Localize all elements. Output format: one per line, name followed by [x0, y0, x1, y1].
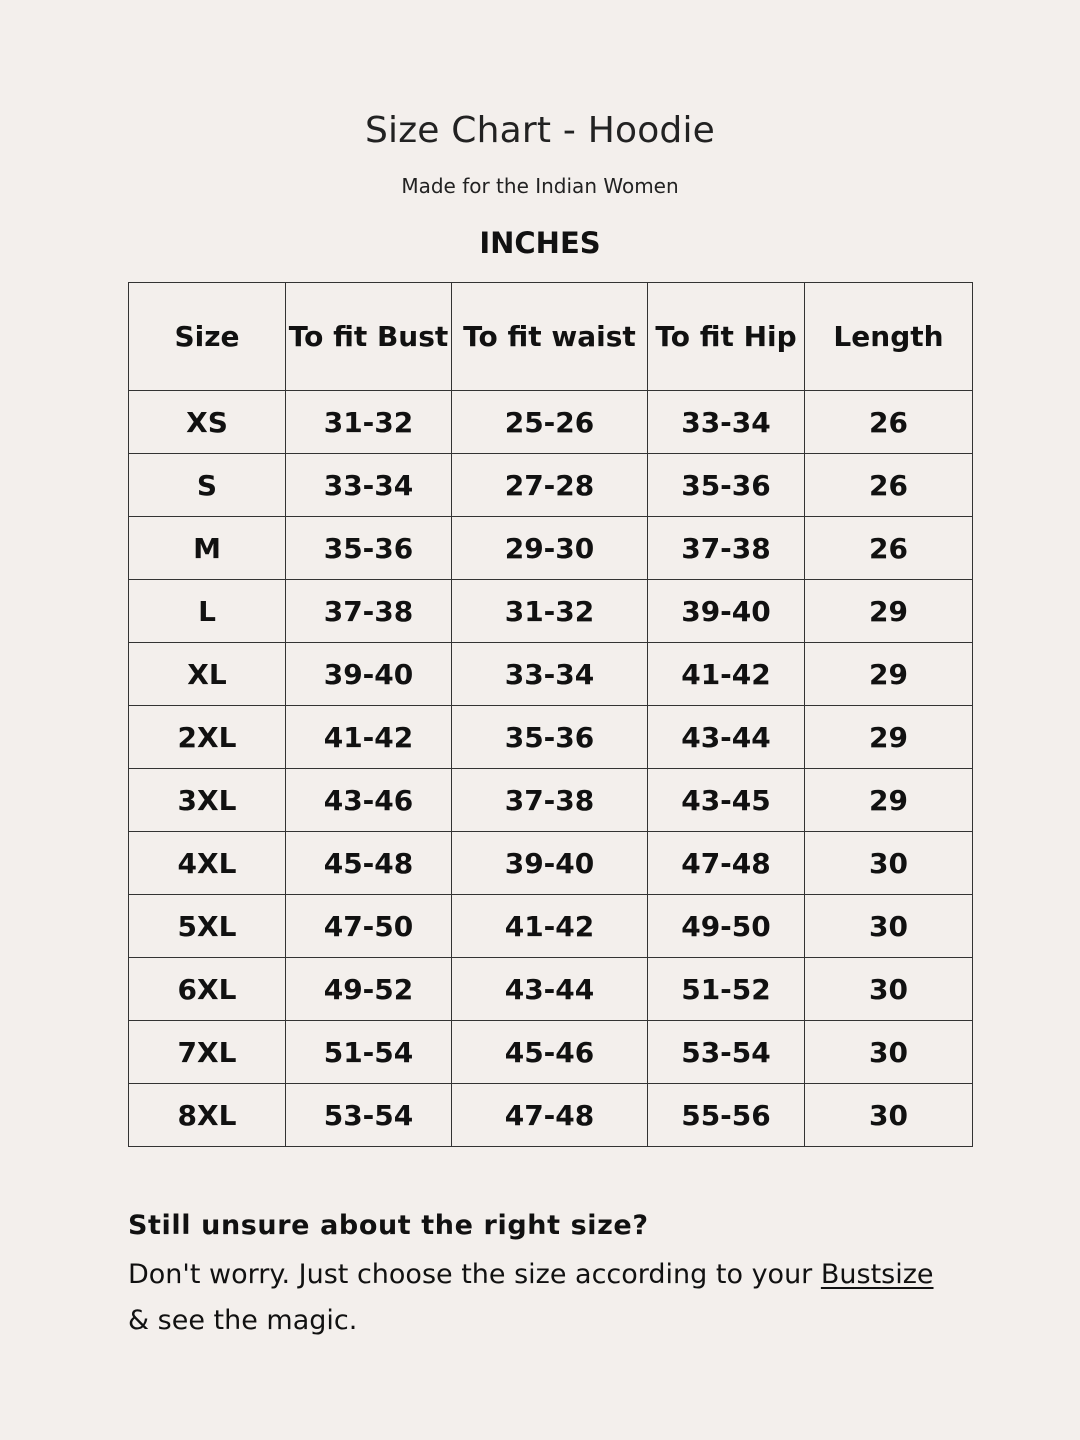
- table-cell: 29: [805, 769, 973, 832]
- table-row: [129, 769, 973, 832]
- footer-text-before: Don't worry. Just choose the size according to your: [128, 1259, 821, 1290]
- table-cell: 30: [805, 958, 973, 1021]
- table-row: [129, 832, 973, 895]
- table-cell: 47-50: [286, 895, 452, 958]
- table-cell: 8XL: [129, 1084, 286, 1147]
- table-cell: 47-48: [452, 1084, 648, 1147]
- table-cell: 30: [805, 895, 973, 958]
- table-row: [129, 643, 973, 706]
- table-cell: 33-34: [452, 643, 648, 706]
- table-cell: 7XL: [129, 1021, 286, 1084]
- table-row: [129, 1084, 973, 1147]
- table-cell: 39-40: [286, 643, 452, 706]
- table-cell: 35-36: [452, 706, 648, 769]
- column-header: To fit Hip: [648, 283, 805, 391]
- table-cell: 26: [805, 454, 973, 517]
- table-cell: 29: [805, 580, 973, 643]
- table-cell: 31-32: [452, 580, 648, 643]
- table-row: [129, 706, 973, 769]
- table-body: [129, 391, 973, 1147]
- table-cell: 43-46: [286, 769, 452, 832]
- column-header: To fit Bust: [286, 283, 452, 391]
- table-cell: L: [129, 580, 286, 643]
- table-row: [129, 1021, 973, 1084]
- table-cell: 30: [805, 832, 973, 895]
- table-cell: 30: [805, 1084, 973, 1147]
- table-cell: 53-54: [648, 1021, 805, 1084]
- table-cell: 26: [805, 517, 973, 580]
- table-cell: 3XL: [129, 769, 286, 832]
- table-cell: 37-38: [452, 769, 648, 832]
- table-cell: XL: [129, 643, 286, 706]
- table-cell: 41-42: [286, 706, 452, 769]
- table-cell: 33-34: [286, 454, 452, 517]
- unit-label: INCHES: [479, 226, 601, 260]
- table-cell: 29: [805, 643, 973, 706]
- table-row: [129, 958, 973, 1021]
- table-cell: 33-34: [648, 391, 805, 454]
- table-header-row: [129, 283, 973, 391]
- column-header: Length: [805, 283, 973, 391]
- table-cell: 26: [805, 391, 973, 454]
- table-cell: 55-56: [648, 1084, 805, 1147]
- size-chart-table: [128, 282, 973, 1147]
- table-cell: 30: [805, 1021, 973, 1084]
- table-row: [129, 517, 973, 580]
- table-cell: 29: [805, 706, 973, 769]
- table-cell: 45-48: [286, 832, 452, 895]
- table-cell: 47-48: [648, 832, 805, 895]
- table-row: [129, 391, 973, 454]
- table-cell: 39-40: [452, 832, 648, 895]
- table-row: [129, 580, 973, 643]
- table-cell: 2XL: [129, 706, 286, 769]
- table-cell: S: [129, 454, 286, 517]
- table-cell: 35-36: [286, 517, 452, 580]
- table-cell: 53-54: [286, 1084, 452, 1147]
- table-cell: 41-42: [452, 895, 648, 958]
- footer-text: [128, 1252, 958, 1344]
- footer-text-after: & see the magic.: [128, 1305, 358, 1336]
- table-cell: 45-46: [452, 1021, 648, 1084]
- table-cell: 39-40: [648, 580, 805, 643]
- table-cell: 5XL: [129, 895, 286, 958]
- page-title: Size Chart - Hoodie: [364, 110, 716, 151]
- table-cell: 35-36: [648, 454, 805, 517]
- table-cell: 49-50: [648, 895, 805, 958]
- table-row: [129, 895, 973, 958]
- table-cell: 27-28: [452, 454, 648, 517]
- table-cell: 49-52: [286, 958, 452, 1021]
- table-cell: 6XL: [129, 958, 286, 1021]
- table-cell: 43-44: [452, 958, 648, 1021]
- table-cell: 31-32: [286, 391, 452, 454]
- footer-heading: Still unsure about the right size?: [128, 1210, 649, 1241]
- column-header: Size: [129, 283, 286, 391]
- table-cell: 4XL: [129, 832, 286, 895]
- table-cell: 25-26: [452, 391, 648, 454]
- table-cell: 37-38: [648, 517, 805, 580]
- table-cell: XS: [129, 391, 286, 454]
- table-row: [129, 454, 973, 517]
- table-cell: 51-52: [648, 958, 805, 1021]
- table-cell: 29-30: [452, 517, 648, 580]
- page-subtitle: Made for the Indian Women: [401, 174, 679, 198]
- table-cell: 51-54: [286, 1021, 452, 1084]
- table-cell: 41-42: [648, 643, 805, 706]
- table-cell: 37-38: [286, 580, 452, 643]
- table-cell: M: [129, 517, 286, 580]
- table-cell: 43-45: [648, 769, 805, 832]
- table-cell: 43-44: [648, 706, 805, 769]
- bustsize-link[interactable]: Bustsize: [820, 1259, 934, 1290]
- column-header: To fit waist: [452, 283, 648, 391]
